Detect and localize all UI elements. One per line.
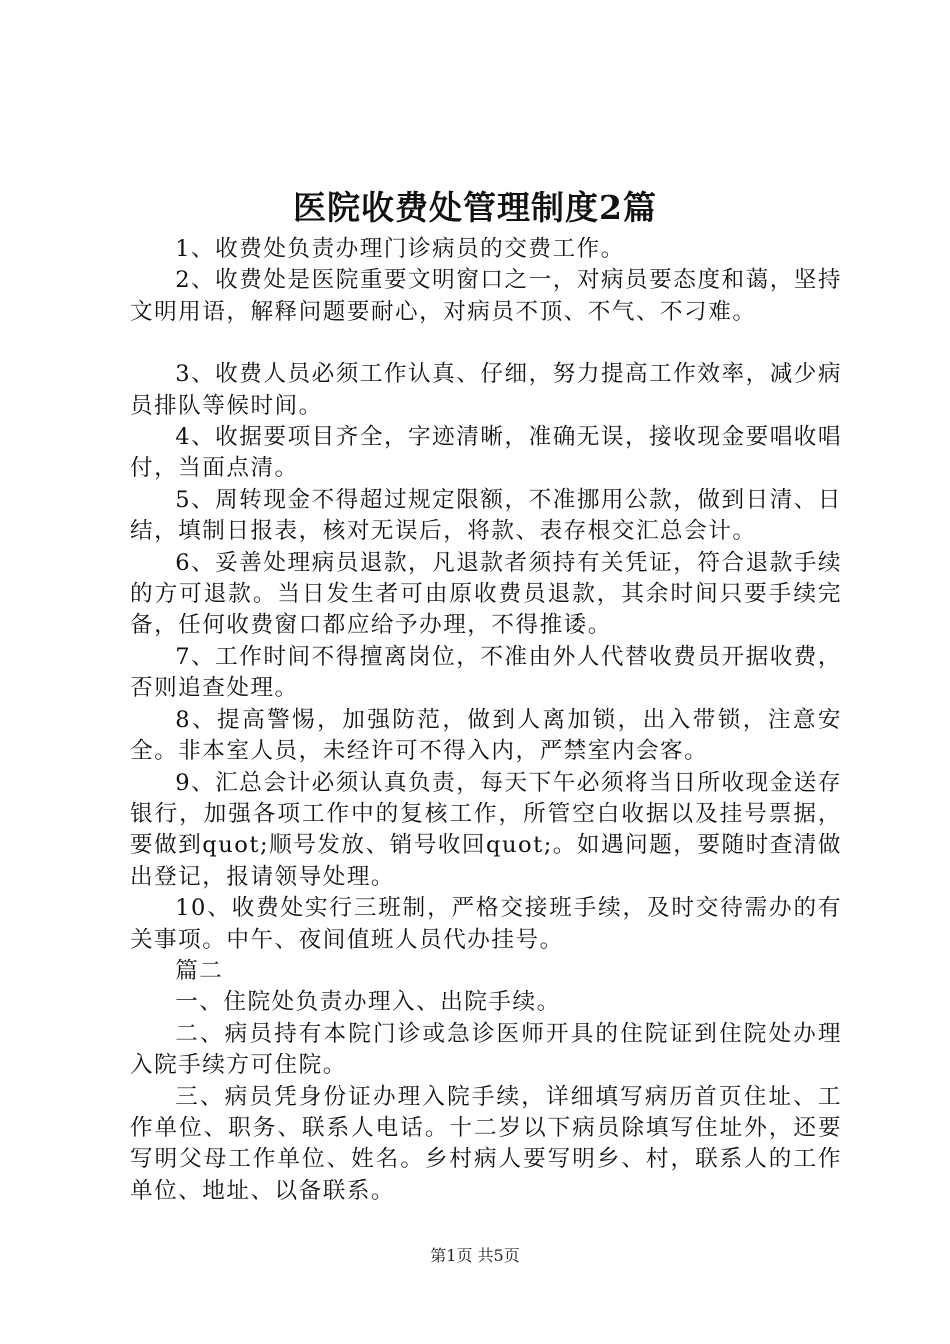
rule-paragraph-4: 4、收据要项目齐全，字迹清晰，准确无误，接收现金要唱收唱付，当面点清。 xyxy=(130,424,842,482)
rule-paragraph-7: 7、工作时间不得擅离岗位，不准由外人代替收费员开据收费，否则追查处理。 xyxy=(130,643,842,702)
part-two-paragraph-2: 二、病员持有本院门诊或急诊医师开具的住院证到住院处办理入院手续方可住院。 xyxy=(130,1020,842,1079)
rule-paragraph-2: 2、收费处是医院重要文明窗口之一，对病员要态度和蔼，坚持文明用语，解释问题要耐心，对病员不顶、不气、不刁难。 xyxy=(130,267,842,325)
document-body xyxy=(130,234,842,1207)
rule-paragraph-3: 3、收费人员必须工作认真、仔细，努力提高工作效率，减少病员排队等候时间。 xyxy=(130,361,842,419)
part-two-paragraph-1: 一、住院处负责办理入、出院手续。 xyxy=(175,989,561,1016)
rule-paragraph-1: 1、收费处负责办理门诊病员的交费工作。 xyxy=(175,236,625,262)
part-two-paragraph-3: 三、病员凭身份证办理入院手续，详细填写病历首页住址、工作单位、职务、联系人电话。十二岁以下病员除填写住址外，还要写明父母工作单位、姓名。乡村病人要写明乡、村，联系人的工作单位、地址、以备联系。 xyxy=(130,1083,842,1204)
document-title: 医院收费处管理制度2篇 xyxy=(293,188,657,227)
page-number: 第1页 xyxy=(430,1246,473,1265)
rule-paragraph-10: 10、收费处实行三班制，严格交接班手续，及时交待需办的有关事项。中午、夜间值班人员代办挂号。 xyxy=(130,895,842,953)
rule-paragraph-5: 5、周转现金不得超过规定限额，不准挪用公款，做到日清、日结，填制日报表，核对无误后，将款、表存根交汇总会计。 xyxy=(130,486,842,545)
page-total: 共5页 xyxy=(477,1246,520,1265)
section-heading-part-two: 篇二 xyxy=(175,957,224,984)
rule-paragraph-6: 6、妥善处理病员退款，凡退款者须持有关凭证，符合退款手续的方可退款。当日发生者可由原收费员退款，其余时间只要手续完备，任何收费窗口都应给予办理，不得推诿。 xyxy=(130,549,842,639)
rule-paragraph-8: 8、提高警惕，加强防范，做到人离加锁，出入带锁，注意安全。非本室人员，未经许可不得入内，严禁室内会客。 xyxy=(130,706,842,765)
page-footer xyxy=(0,1246,950,1266)
rule-paragraph-9: 9、汇总会计必须认真负责，每天下午必须将当日所收现金送存银行，加强各项工作中的复核工作，所管空白收据以及挂号票据，要做到quot;顺号发放、销号收回quot;。如遇问题，要随时查清做出登记，报请领导处理。 xyxy=(130,769,842,890)
